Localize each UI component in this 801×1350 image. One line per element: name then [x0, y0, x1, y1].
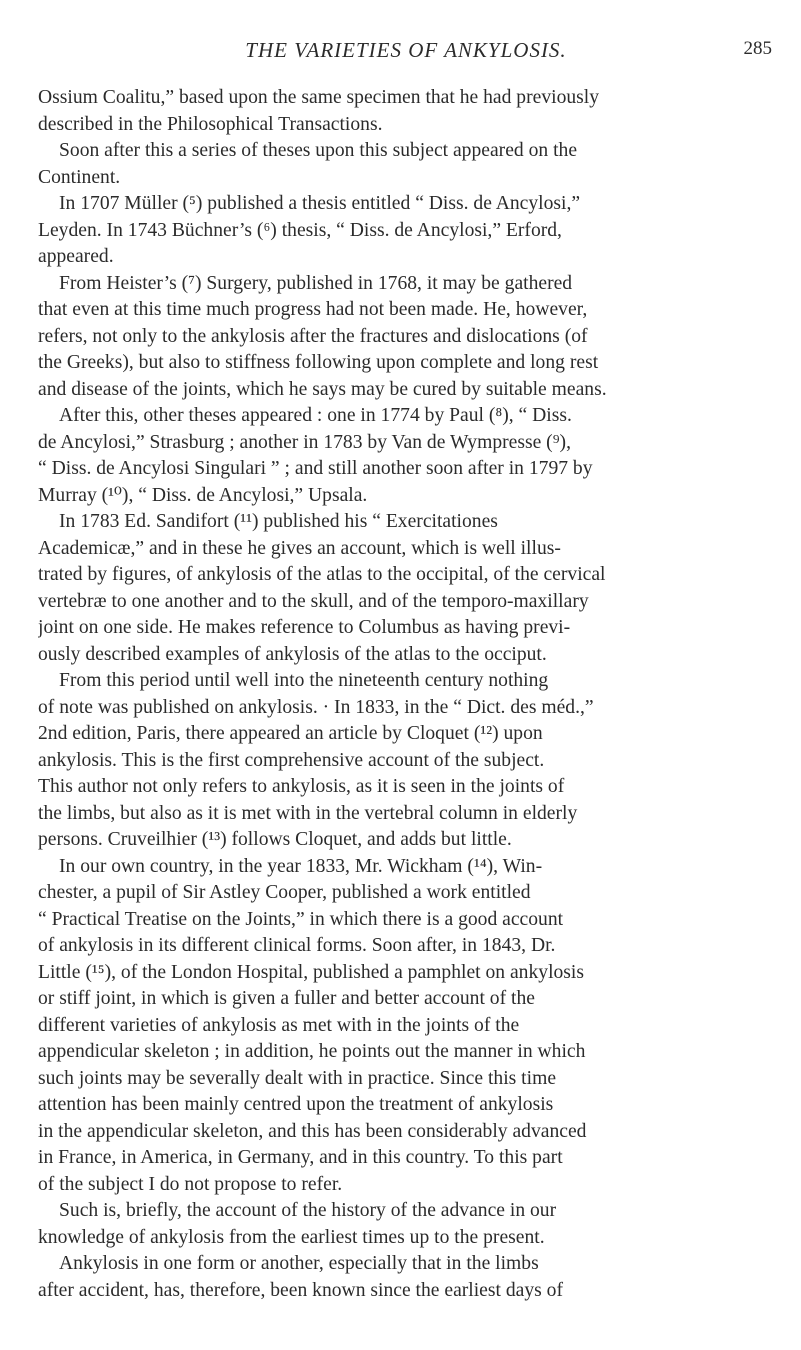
text-line: Little (¹⁵), of the London Hospital, published a pamphlet on ankylosis	[38, 961, 585, 983]
text-line: vertebræ to one another and to the skull, and of the temporo-maxillary	[38, 590, 589, 612]
text-line: or stiff joint, in which is given a fuller and better account of the	[38, 988, 535, 1009]
text-line: In our own country, in the year 1833, Mr. Wickham (¹⁴), Win-	[59, 855, 543, 877]
text-line: Soon after this a series of theses upon this subject appeared on the	[59, 140, 578, 161]
text-line: Murray (¹⁰), “ Diss. de Ancylosi,” Upsala.	[38, 484, 368, 506]
text-line: different varieties of ankylosis as met with in the joints of the	[38, 1014, 520, 1036]
text-line: 2nd edition, Paris, there appeared an article by Cloquet (¹²) upon	[38, 723, 543, 744]
text-line: appendicular skeleton ; in addition, he points out the manner in which	[38, 1041, 586, 1062]
text-line: Such is, briefly, the account of the history of the advance in our	[59, 1200, 557, 1221]
running-title: THE VARIETIES OF ANKYLOSIS.	[245, 38, 567, 62]
text-line: attention has been mainly centred upon the treatment of ankylosis	[38, 1094, 554, 1115]
text-line: de Ancylosi,” Strasburg ; another in 1783 by Van de Wympresse (⁹),	[38, 431, 571, 453]
text-line: This author not only refers to ankylosis, as it is seen in the joints of	[38, 776, 565, 797]
text-line: Ossium Coalitu,” based upon the same specimen that he had previously	[38, 87, 600, 108]
text-line: In 1783 Ed. Sandifort (¹¹) published his “ Exercitationes	[59, 511, 498, 532]
text-line: appeared.	[38, 246, 114, 267]
text-line: Continent.	[38, 166, 121, 188]
text-line: persons. Cruveilhier (¹³) follows Cloquet, and adds but little.	[38, 829, 512, 850]
text-line: trated by figures, of ankylosis of the atlas to the occipital, of the cervical	[38, 564, 606, 585]
text-line: chester, a pupil of Sir Astley Cooper, published a work entitled	[38, 882, 531, 903]
text-line: of note was published on ankylosis. · In 1833, in the “ Dict. des méd.,”	[38, 696, 594, 718]
text-line: ankylosis. This is the first comprehensive account of the subject.	[38, 749, 545, 771]
text-line: in the appendicular skeleton, and this has been considerably advanced	[38, 1120, 587, 1142]
body-text	[38, 85, 774, 1304]
text-line: “ Practical Treatise on the Joints,” in which there is a good account	[38, 908, 564, 930]
text-line: Academicæ,” and in these he gives an account, which is well illus-	[38, 537, 561, 559]
text-line: After this, other theses appeared : one in 1774 by Paul (⁸), “ Diss.	[59, 405, 572, 426]
text-line: described in the Philosophical Transactions.	[38, 113, 383, 135]
text-line: From this period until well into the nineteenth century nothing	[59, 670, 549, 691]
text-line: that even at this time much progress had not been made. He, however,	[38, 299, 588, 320]
text-line: joint on one side. He makes reference to Columbus as having previ-	[38, 617, 571, 638]
text-line: of the subject I do not propose to refer.	[38, 1173, 343, 1195]
text-line: the Greeks), but also to stiffness following upon complete and long rest	[38, 352, 599, 373]
text-line: In 1707 Müller (⁵) published a thesis entitled “ Diss. de Ancylosi,”	[59, 193, 581, 214]
text-line: Leyden. In 1743 Büchner’s (⁶) thesis, “ Diss. de Ancylosi,” Erford,	[38, 219, 562, 241]
text-line: and disease of the joints, which he says may be cured by suitable means.	[38, 378, 607, 400]
text-line: “ Diss. de Ancylosi Singulari ” ; and still another soon after in 1797 by	[38, 458, 593, 479]
page-header	[40, 38, 772, 68]
text-line: ously described examples of ankylosis of the atlas to the occiput.	[38, 643, 547, 665]
text-line: such joints may be severally dealt with in practice. Since this time	[38, 1067, 557, 1089]
text-line: of ankylosis in its different clinical forms. Soon after, in 1843, Dr.	[38, 935, 556, 956]
text-line: the limbs, but also as it is met with in the vertebral column in elderly	[38, 802, 578, 824]
text-line: Ankylosis in one form or another, especially that in the limbs	[59, 1253, 539, 1274]
text-line: in France, in America, in Germany, and in this country. To this part	[38, 1147, 563, 1168]
text-line: From Heister’s (⁷) Surgery, published in 1768, it may be gathered	[59, 272, 573, 294]
text-line: knowledge of ankylosis from the earliest times up to the present.	[38, 1226, 545, 1248]
text-line: after accident, has, therefore, been known since the earliest days of	[38, 1279, 563, 1301]
text-line: refers, not only to the ankylosis after the fractures and dislocations (of	[38, 325, 588, 347]
page-number: 285	[743, 38, 772, 59]
